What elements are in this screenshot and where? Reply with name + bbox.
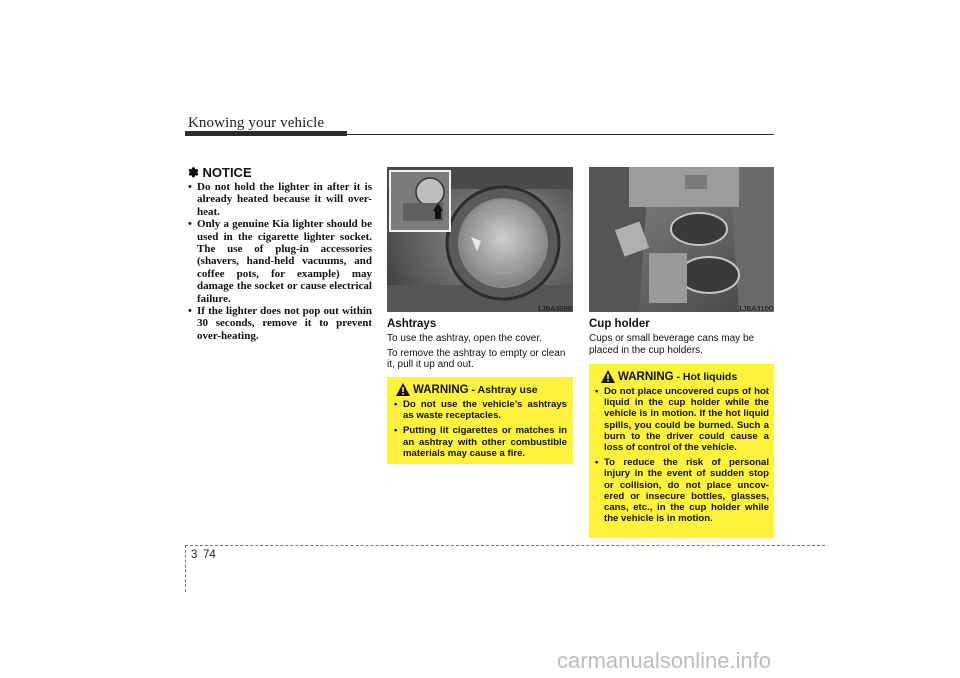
- warning-item: • To reduce the risk of personal injury in the event of sudden stop or collision, do not place uncov-ered or insecure bottles, glasses, cans, etc., in the cup holder while the vehicle is in motion.: [594, 457, 769, 524]
- notice-item: • Do not hold the lighter in after it is already heated because it will over-heat.: [188, 181, 372, 218]
- ashtray-warning-title: [413, 384, 538, 396]
- ashtrays-body: [387, 333, 573, 374]
- cup-holder-heading: Cup holder: [589, 318, 650, 330]
- footer-vertical-rule: [185, 545, 186, 592]
- notice-item: • If the lighter does not pop out within 30 seconds, remove it to prevent over-heating.: [188, 305, 372, 342]
- warning-label: WARNING: [618, 371, 674, 383]
- warning-subtitle: - Ashtray use: [468, 384, 538, 396]
- ashtrays-paragraph: To remove the ashtray to empty or clean it, pull it up and out.: [387, 347, 566, 371]
- cup-holder-body: [589, 333, 774, 359]
- ashtray-photo-code: 1JBA3098: [537, 304, 572, 313]
- watermark: carmanualsonline.info: [557, 648, 772, 673]
- ashtray-warning-box: [387, 377, 573, 464]
- cup-holder-paragraph: Cups or small beverage cans may be placed in the cup holders.: [589, 333, 755, 356]
- notice-title: ✽ NOTICE: [188, 165, 252, 180]
- ashtray-photo: [387, 167, 573, 312]
- hot-liquids-warning-box: [589, 364, 774, 538]
- warning-item: • Do not use the vehicle’s ashtrays as waste receptacles.: [393, 399, 567, 421]
- chapter-number: 3: [191, 549, 198, 561]
- notice-item: • Only a genuine Kia lighter should be used in the cigarette lighter socket. The use of plug-in accessories (shavers, hand-held vacuums, and coffee pots, for example) may damage the socket or cause electrical failure.: [188, 218, 372, 305]
- warning-item: • Putting lit cigarettes or matches in an ashtray with other combustible materials may cause a fire.: [393, 425, 567, 459]
- cup-holder-photo-code: 1JBA3100: [738, 304, 773, 313]
- footer-rule: [185, 545, 825, 546]
- page-header-title: Knowing your vehicle: [188, 115, 325, 131]
- page-number: 74: [203, 549, 216, 561]
- header-rule-thin: [185, 134, 774, 135]
- warning-subtitle: - Hot liquids: [673, 371, 738, 383]
- cup-holder-photo: [589, 167, 774, 312]
- ashtrays-paragraph: To use the ashtray, open the cover.: [387, 333, 542, 344]
- hot-liquids-warning-title: [618, 371, 737, 383]
- warning-item: • Do not place uncovered cups of hot liquid in the cup holder while the vehicle is in motion. If the hot liquid spills, you could be burned. Such a burn to the driver could cause a loss of control of the vehicle.: [594, 386, 769, 453]
- notice-list: [188, 181, 372, 342]
- ashtray-warning-list: [393, 399, 567, 463]
- warning-triangle-icon: [601, 370, 615, 383]
- warning-triangle-icon: [396, 383, 410, 396]
- ashtrays-heading: Ashtrays: [387, 318, 437, 330]
- hot-liquids-warning-list: [594, 386, 769, 528]
- warning-label: WARNING: [413, 384, 469, 396]
